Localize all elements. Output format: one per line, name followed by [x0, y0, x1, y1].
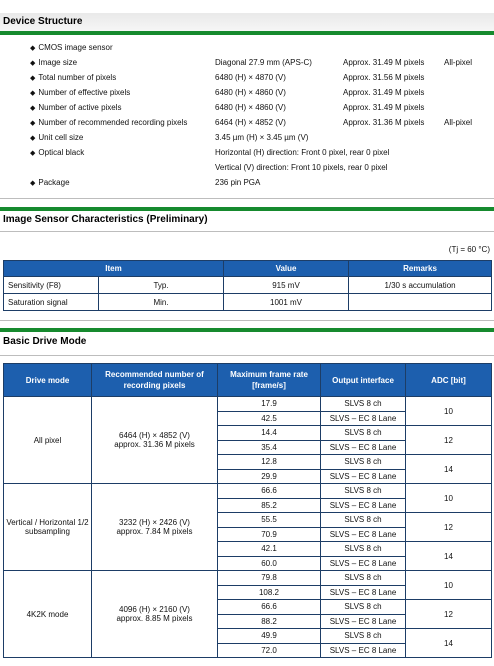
frame-rate-cell: 66.6	[218, 484, 321, 499]
frame-rate-cell: 35.4	[218, 440, 321, 455]
spec-label: ◆ Optical black	[30, 148, 84, 157]
table-row	[4, 277, 492, 294]
spec-label: ◆ Number of active pixels	[30, 103, 122, 112]
spec-approx: Approx. 31.49 M pixels	[343, 58, 425, 67]
table-header-row	[4, 261, 492, 277]
table-header-row	[4, 364, 492, 397]
column-header: Maximum frame rate [frame/s]	[218, 364, 321, 397]
frame-rate-cell: 42.5	[218, 411, 321, 426]
divider-line	[0, 355, 494, 356]
column-header: Value	[224, 261, 349, 277]
interface-cell: SLVS – EC 8 Lane	[321, 411, 406, 426]
adc-cell: 14	[406, 629, 492, 658]
interface-cell: SLVS – EC 8 Lane	[321, 614, 406, 629]
spec-label: ◆ Total number of pixels	[30, 73, 116, 82]
column-header: ADC [bit]	[406, 364, 492, 397]
spec-value: Horizontal (H) direction: Front 0 pixel, rear 0 pixel	[215, 148, 390, 157]
spec-row	[0, 146, 494, 161]
device-structure-header	[0, 13, 494, 31]
interface-cell: SLVS 8 ch	[321, 542, 406, 557]
spec-label: ◆ Image size	[30, 58, 77, 67]
pixel-count: approx. 8.85 M pixels	[116, 614, 193, 623]
type-cell: Min.	[99, 294, 224, 311]
spec-row	[0, 131, 494, 146]
interface-cell: SLVS 8 ch	[321, 426, 406, 441]
basic-drive-mode-table	[3, 363, 492, 658]
interface-cell: SLVS – EC 8 Lane	[321, 527, 406, 542]
drive-mode-cell: 4K2K mode	[4, 571, 92, 658]
spec-row	[0, 101, 494, 116]
interface-cell: SLVS – EC 8 Lane	[321, 643, 406, 658]
item-cell: Sensitivity (F8)	[4, 277, 99, 294]
adc-cell: 12	[406, 600, 492, 629]
frame-rate-cell: 88.2	[218, 614, 321, 629]
spec-value: 6480 (H) × 4860 (V)	[215, 88, 286, 97]
divider-line	[0, 231, 494, 232]
adc-cell: 10	[406, 571, 492, 600]
spec-value: 6464 (H) × 4852 (V)	[215, 118, 286, 127]
frame-rate-cell: 85.2	[218, 498, 321, 513]
spec-approx: Approx. 31.49 M pixels	[343, 103, 425, 112]
interface-cell: SLVS 8 ch	[321, 397, 406, 412]
spec-label: ◆ Unit cell size	[30, 133, 83, 142]
value-cell: 915 mV	[224, 277, 349, 294]
frame-rate-cell: 12.8	[218, 455, 321, 470]
spec-value: Vertical (V) direction: Front 10 pixels, rear 0 pixel	[215, 163, 388, 172]
item-cell: Saturation signal	[4, 294, 99, 311]
table-row	[4, 484, 492, 499]
frame-rate-cell: 14.4	[218, 426, 321, 441]
interface-cell: SLVS – EC 8 Lane	[321, 469, 406, 484]
spec-row	[0, 71, 494, 86]
spec-value: 6480 (H) × 4860 (V)	[215, 103, 286, 112]
recording-pixels-cell	[92, 397, 218, 484]
spec-row	[0, 86, 494, 101]
interface-cell: SLVS – EC 8 Lane	[321, 556, 406, 571]
drive-mode-cell: Vertical / Horizontal 1/2 subsampling	[4, 484, 92, 571]
spec-note: All-pixel	[444, 118, 473, 127]
pixel-count: approx. 7.84 M pixels	[116, 527, 193, 536]
basic-drive-header	[0, 333, 494, 351]
recording-pixels-cell	[92, 571, 218, 658]
table-row	[4, 397, 492, 412]
section-title: Device Structure	[3, 16, 83, 27]
frame-rate-cell: 108.2	[218, 585, 321, 600]
frame-rate-cell: 49.9	[218, 629, 321, 644]
adc-cell: 14	[406, 455, 492, 484]
table-row	[4, 294, 492, 311]
sensor-characteristics-table	[3, 260, 492, 311]
adc-cell: 14	[406, 542, 492, 571]
frame-rate-cell: 72.0	[218, 643, 321, 658]
frame-rate-cell: 79.8	[218, 571, 321, 586]
spec-row	[0, 161, 494, 176]
frame-rate-cell: 29.9	[218, 469, 321, 484]
section-title: Basic Drive Mode	[3, 336, 87, 347]
interface-cell: SLVS 8 ch	[321, 629, 406, 644]
column-header: Recommended number of recording pixels	[92, 364, 218, 397]
spec-value: Diagonal 27.9 mm (APS-C)	[215, 58, 312, 67]
pixel-dimensions: 4096 (H) × 2160 (V)	[119, 605, 190, 614]
pixel-dimensions: 6464 (H) × 4852 (V)	[119, 431, 190, 440]
column-header: Item	[4, 261, 224, 277]
interface-cell: SLVS 8 ch	[321, 513, 406, 528]
recording-pixels-cell	[92, 484, 218, 571]
spec-approx: Approx. 31.49 M pixels	[343, 88, 425, 97]
interface-cell: SLVS – EC 8 Lane	[321, 440, 406, 455]
interface-cell: SLVS – EC 8 Lane	[321, 585, 406, 600]
spec-value: 236 pin PGA	[215, 178, 261, 187]
spec-note: All-pixel	[444, 58, 473, 67]
section-divider	[0, 328, 494, 332]
drive-mode-cell: All pixel	[4, 397, 92, 484]
spec-label: ◆ Number of effective pixels	[30, 88, 130, 97]
spec-approx: Approx. 31.36 M pixels	[343, 118, 425, 127]
divider-line	[0, 320, 494, 321]
frame-rate-cell: 17.9	[218, 397, 321, 412]
interface-cell: SLVS – EC 8 Lane	[321, 498, 406, 513]
adc-cell: 12	[406, 426, 492, 455]
remarks-cell: 1/30 s accumulation	[349, 277, 492, 294]
remarks-cell	[349, 294, 492, 311]
spec-row	[0, 176, 494, 191]
frame-rate-cell: 42.1	[218, 542, 321, 557]
pixel-dimensions: 3232 (H) × 2426 (V)	[119, 518, 190, 527]
pixel-count: approx. 31.36 M pixels	[114, 440, 195, 449]
spec-label: ◆ Package	[30, 178, 70, 187]
column-header: Drive mode	[4, 364, 92, 397]
spec-row	[0, 116, 494, 131]
divider-line	[0, 198, 494, 199]
column-header: Remarks	[349, 261, 492, 277]
spec-row	[0, 56, 494, 71]
interface-cell: SLVS 8 ch	[321, 571, 406, 586]
spec-value: 3.45 µm (H) × 3.45 µm (V)	[215, 133, 309, 142]
section-title: Image Sensor Characteristics (Preliminary)	[3, 214, 208, 225]
interface-cell: SLVS 8 ch	[321, 484, 406, 499]
interface-cell: SLVS 8 ch	[321, 600, 406, 615]
spec-row	[0, 41, 494, 56]
image-sensor-header	[0, 211, 494, 229]
adc-cell: 10	[406, 484, 492, 513]
spec-label: ◆ Number of recommended recording pixels	[30, 118, 187, 127]
interface-cell: SLVS 8 ch	[321, 455, 406, 470]
adc-cell: 10	[406, 397, 492, 426]
value-cell: 1001 mV	[224, 294, 349, 311]
frame-rate-cell: 60.0	[218, 556, 321, 571]
frame-rate-cell: 70.9	[218, 527, 321, 542]
adc-cell: 12	[406, 513, 492, 542]
table-row	[4, 571, 492, 586]
type-cell: Typ.	[99, 277, 224, 294]
spec-label: ◆ CMOS image sensor	[30, 43, 113, 52]
section-divider	[0, 31, 494, 35]
frame-rate-cell: 55.5	[218, 513, 321, 528]
temperature-condition: (Tj = 60 °C)	[448, 245, 490, 254]
frame-rate-cell: 66.6	[218, 600, 321, 615]
spec-value: 6480 (H) × 4870 (V)	[215, 73, 286, 82]
column-header: Output interface	[321, 364, 406, 397]
spec-approx: Approx. 31.56 M pixels	[343, 73, 425, 82]
